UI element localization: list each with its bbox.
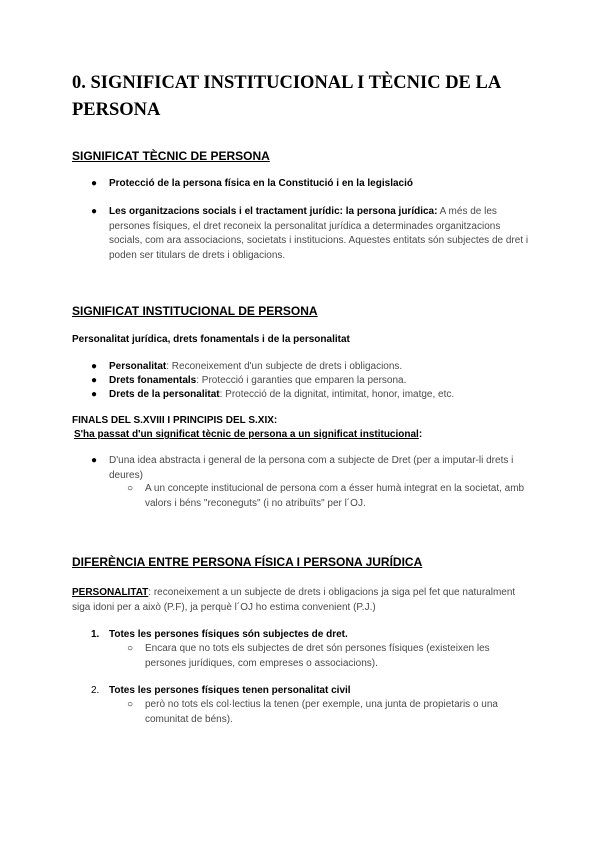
circle-bullet-icon: ○ (127, 643, 134, 654)
list-item (109, 205, 529, 263)
list-item-text: : Protecció de la dignitat, intimitat, honor, imatge, etc. (219, 389, 455, 400)
list-item (109, 374, 529, 389)
list-item: Protecció de la persona física en la Constitució i en la legislació (109, 178, 413, 189)
list-item: D'una idea abstracta i general de la persona com a subjecte de Dret (per a imputar-li drets i deures) (109, 455, 514, 481)
list-item-term: Drets fonamentals (109, 375, 197, 386)
definition-term: PERSONALITAT (72, 587, 149, 598)
bullet-icon: ● (91, 455, 98, 466)
list-number: 2. (91, 685, 100, 696)
list-item-text: : Reconeixement d'un subjecte de drets i obligacions. (166, 361, 403, 372)
page-title: 0. SIGNIFICAT INSTITUCIONAL I TÈCNIC DE LA PERSONA (72, 73, 501, 120)
list-item-text: A més de les persones físiques, el dret reconeix la personalitat jurídica a determinades organitzacions socials, com ara associacions, societats i institucions. Aquestes entitats són subjectes de dret i poden ser titulars de drets i obligacions. (109, 206, 529, 261)
section-heading-difference: DIFERÈNCIA ENTRE PERSONA FÍSICA I PERSONA JURÍDICA (72, 555, 423, 569)
bullet-icon: ● (91, 361, 98, 372)
circle-bullet-icon: ○ (127, 699, 134, 710)
personality-definition (72, 586, 530, 615)
list-item-term: Drets de la personalitat (109, 389, 220, 400)
shift-text: S'ha passat d'un significat tècnic de persona a un significat institucional (74, 429, 419, 440)
list-number: 1. (91, 629, 100, 640)
sub-list-item: però no tots els col·lectius la tenen (per exemple, una junta de propietaris o una comunitat de béns). (145, 699, 498, 725)
circle-bullet-icon: ○ (127, 483, 134, 494)
list-item (109, 360, 529, 375)
numbered-item: Totes les persones físiques tenen personalitat civil (109, 685, 351, 696)
shift-statement (74, 428, 422, 443)
list-item-term: Personalitat (109, 361, 167, 372)
list-item (109, 388, 529, 403)
shift-colon: : (418, 429, 423, 440)
list-item-term: Les organitzacions socials i el tractament jurídic: la persona jurídica: (109, 206, 438, 217)
sub-list-item: Encara que no tots els subjectes de dret són persones físiques (existeixen les persones jurídiques, com empreses o associacions). (145, 643, 490, 669)
subheading: Personalitat jurídica, drets fonamentals i de la personalitat (72, 334, 350, 345)
bullet-icon: ● (91, 375, 98, 386)
definition-text: : reconeixement a un subjecte de drets i obligacions ja siga pel fet que naturalment siga idoni per a això (P.F), ja perquè l´OJ ho estima convenient (P.J.) (72, 587, 516, 613)
bullet-icon: ● (91, 178, 98, 189)
list-item-text: : Protecció i garanties que emparen la persona. (196, 375, 407, 386)
bullet-icon: ● (91, 389, 98, 400)
section-heading-institutional: SIGNIFICAT INSTITUCIONAL DE PERSONA (72, 304, 318, 318)
period-heading: FINALS DEL S.XVIII I PRINCIPIS DEL S.XIX: (72, 415, 278, 426)
sub-list-item: A un concepte institucional de persona com a ésser humà integrat en la societat, amb valors i béns "reconeguts" (i no atribuïts" per l´OJ. (145, 483, 525, 509)
numbered-item: Totes les persones físiques són subjectes de dret. (109, 629, 348, 640)
section-heading-technical: SIGNIFICAT TÈCNIC DE PERSONA (72, 149, 270, 163)
bullet-icon: ● (91, 206, 98, 217)
